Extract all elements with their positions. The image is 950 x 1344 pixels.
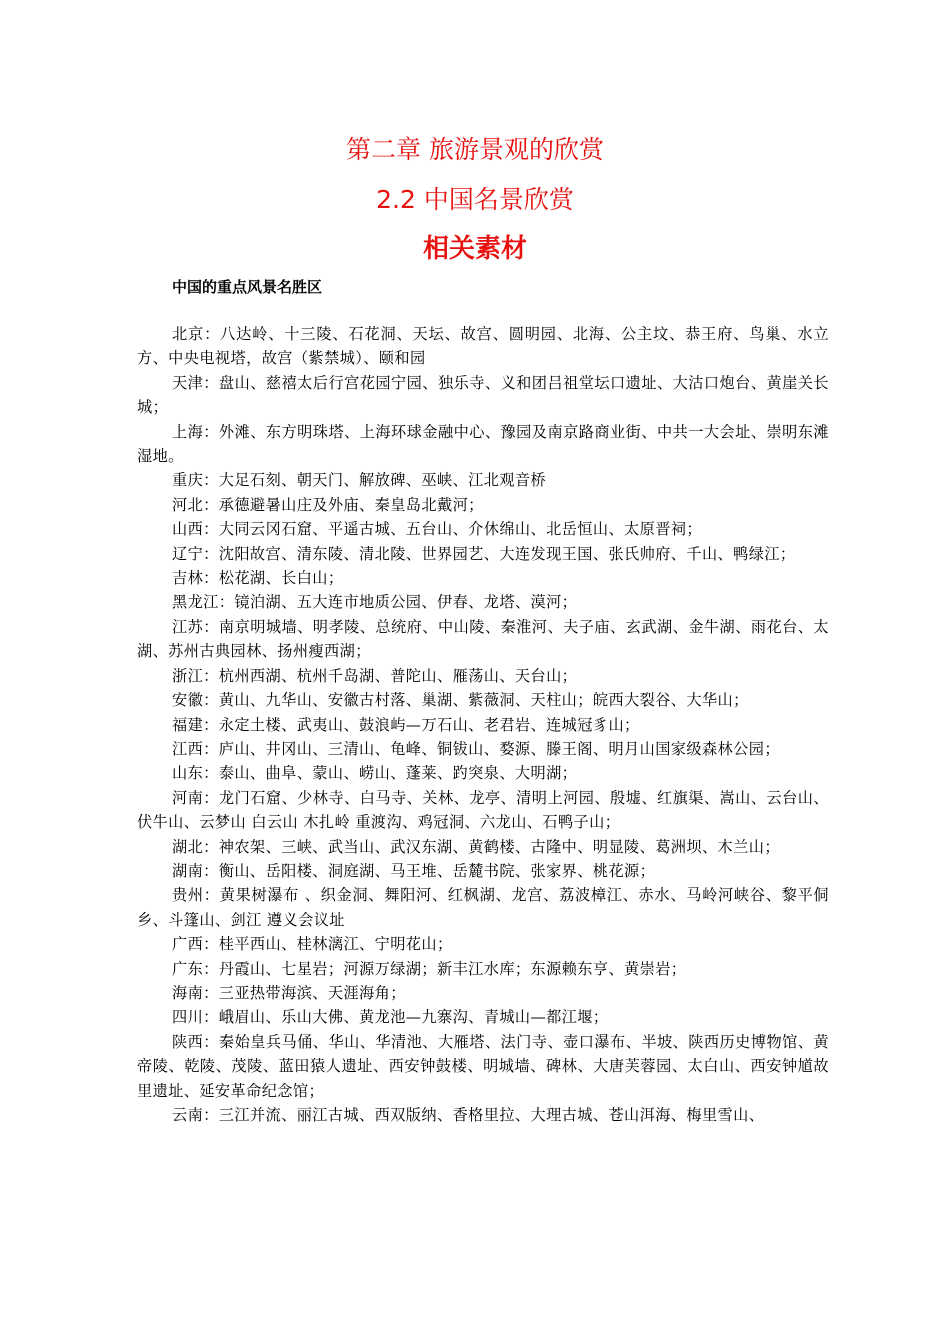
list-item: 云南：三江并流、丽江古城、西双版纳、香格里拉、大理古城、苍山洱海、梅里雪山、 [172,1106,765,1124]
list-item: 重庆：大足石刻、朝天门、解放碑、巫峡、江北观音桥 [172,471,547,490]
material-title: 相关素材 [422,234,527,264]
scenic-areas-heading: 中国的重点风景名胜区 [172,278,323,296]
list-item: 湖南：衡山、岳阳楼、洞庭湖、马王堆、岳麓书院、张家界、桃花源； [172,861,656,880]
chapter-title: 第二章 旅游景观的欣赏 [346,135,604,164]
list-item: 辽宁：沈阳故宫、清东陵、清北陵、世界园艺、大连发现王国、张氏帅府、千山、鸭绿江； [172,544,796,563]
list-item: 吉林：松花湖、长白山； [172,569,344,588]
list-item: 陕西：秦始皇兵马俑、华山、华清池、大雁塔、法门寺、壶口瀑布、半坡、陕西历史博物馆、黄帝陵、乾陵、茂陵、蓝田猿人遗址、西安钟鼓楼、明城墙、碑林、大唐芙蓉园、太白山、西安钟馗故里遗址、延安革命纪念馆； [137,1032,829,1100]
list-item: 河南：龙门石窟、少林寺、白马寺、关林、龙亭、清明上河园、殷墟、红旗渠、嵩山、云台山、伏牛山、云梦山 白云山 木扎岭 重渡沟、鸡冠洞、六龙山、石鸭子山； [137,788,829,832]
list-item: 河北：承德避暑山庄及外庙、秦皇岛北戴河； [172,495,484,514]
list-item: 广东：丹霞山、七星岩；河源万绿湖；新丰江水库；东源赖东亨、黄崇岩； [172,959,687,978]
scenic-areas-list [137,322,829,1127]
list-item: 江苏：南京明城墙、明孝陵、总统府、中山陵、秦淮河、夫子庙、玄武湖、金牛湖、雨花台、太湖、苏州古典园林、扬州瘦西湖； [137,617,829,661]
list-item: 北京：八达岭、十三陵、石花洞、天坛、故宫、圆明园、北海、公主坟、恭王府、鸟巢、水立方、中央电视塔，故宫（紫禁城）、颐和园 [137,325,829,368]
list-item: 福建：永定土楼、武夷山、鼓浪屿—万石山、老君岩、连城冠豸山； [172,715,640,734]
list-item: 江西：庐山、井冈山、三清山、龟峰、铜钹山、婺源、滕王阁、明月山国家级森林公园； [172,739,780,758]
list-item: 黑龙江：镜泊湖、五大连市地质公园、伊春、龙塔、漠河； [172,593,578,612]
list-item: 海南：三亚热带海滨、天涯海角； [172,983,406,1002]
list-item: 安徽：黄山、九华山、安徽古村落、巢湖、紫薇洞、天柱山；皖西大裂谷、大华山； [172,691,749,710]
list-item: 山西：大同云冈石窟、平遥古城、五台山、介休绵山、北岳恒山、太原晋祠； [172,520,702,539]
list-item: 广西：桂平西山、桂林漓江、宁明花山； [172,935,453,954]
section-title: 2.2 中国名景欣赏 [376,185,574,214]
list-item: 湖北：神农架、三峡、武当山、武汉东湖、黄鹤楼、古隆中、明显陵、葛洲坝、木兰山； [172,837,780,856]
list-item: 山东：泰山、曲阜、蒙山、崂山、蓬莱、趵突泉、大明湖； [172,764,578,783]
list-item: 四川：峨眉山、乐山大佛、黄龙池—九寨沟、青城山—都江堰； [172,1008,609,1027]
list-item: 贵州：黄果树瀑布 、织金洞、舞阳河、红枫湖、龙宫、荔波樟江、赤水、马岭河峡谷、黎平侗乡、斗篷山、剑江 遵义会议址 [137,886,829,929]
list-item: 上海：外滩、东方明珠塔、上海环球金融中心、豫园及南京路商业街、中共一大会址、崇明东滩湿地。 [137,422,829,466]
list-item: 天津：盘山、慈禧太后行宫花园宁园、独乐寺、义和团吕祖堂坛口遗址、大沽口炮台、黄崖关长城； [137,373,829,417]
list-item: 浙江：杭州西湖、杭州千岛湖、普陀山、雁荡山、天台山； [172,666,578,685]
